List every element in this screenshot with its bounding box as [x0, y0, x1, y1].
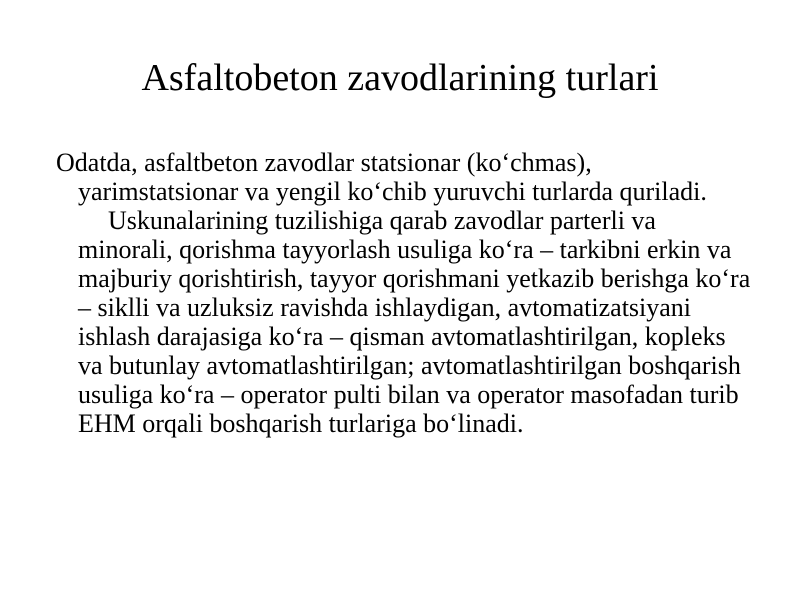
paragraph-classification: Uskunalarining tuzilishiga qarab zavodlar parterli va minorali, qorishma tayyorlash usuliga ko‘ra – tarkibni erkin va majburiy qorishtirish, tayyor qorishmani yetkazib berishga ko‘ra – siklli va uzluksiz ravishda ishlaydigan, avtomatizatsiyani ishlash darajasiga ko‘ra – qisman avtomatlashtirilgan, kopleks va butunlay avtomatlashtirilgan; avtomatlashtirilgan boshqarish usuliga ko‘ra – operator pulti bilan va operator masofadan turib EHM orqali boshqarish turlariga bo‘linadi. [78, 206, 751, 438]
paragraph-intro: Odatda, asfaltbeton zavodlar statsionar (ko‘chmas), yarimstatsionar va yengil ko‘chib yuruvchi turlarda quriladi. [56, 148, 707, 206]
slide-title: Asfaltobeton zavodlarining turlari [141, 57, 659, 99]
slide-body [56, 148, 756, 438]
